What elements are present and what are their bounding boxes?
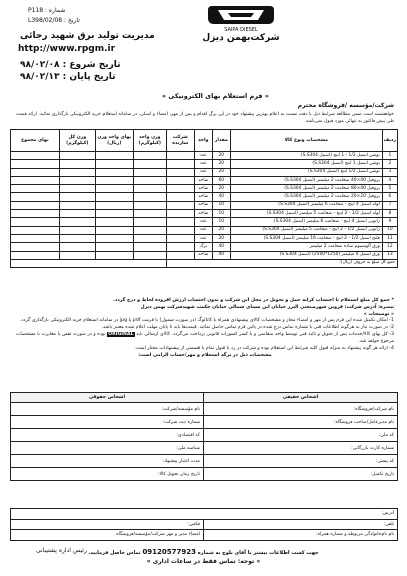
notes-heading: « توضیحات » xyxy=(363,311,394,317)
row-weight-cell[interactable] xyxy=(133,218,166,226)
row-number: 9 xyxy=(382,218,397,226)
row-number: 7 xyxy=(382,201,397,209)
row-total-weight-cell[interactable] xyxy=(59,176,95,184)
party-field[interactable]: کد اقتصادی: xyxy=(11,429,204,442)
row-weight-cell[interactable] xyxy=(133,168,166,176)
row-qty: 10 xyxy=(212,210,230,218)
table-row xyxy=(11,218,398,226)
row-maker-cell[interactable] xyxy=(166,226,194,234)
row-maker-cell[interactable] xyxy=(166,176,194,184)
row-total-cell[interactable] xyxy=(11,176,60,184)
party-row xyxy=(11,403,398,416)
table-row xyxy=(11,251,398,259)
row-number: 13 xyxy=(382,251,397,259)
issuer-company: مدیریت تولید برق شهید رجائی xyxy=(20,31,155,41)
party-field[interactable]: شناسه ملی: xyxy=(11,442,204,455)
contact-row xyxy=(11,509,398,520)
row-unit: شاخه xyxy=(194,193,212,201)
row-unit: شاخه xyxy=(194,251,212,259)
row-number: 2 xyxy=(382,160,397,168)
row-total-cell[interactable] xyxy=(11,251,60,259)
row-qty: 40 xyxy=(212,193,230,201)
row-qty: 60 xyxy=(212,176,230,184)
row-number: 3 xyxy=(382,168,397,176)
intro-paragraph: خواهشمند است ضمن مطالعه شرایط ذیل با دقت نسبت به اعلام بهترین پیشنهاد خود در این برگ اقدام و پس از مهر، امضاء و اسکن، در سامانه استعلام خرید الکترونیکی بارگذاری نمائید. ارائه قیمت طی پیش فاکتور به تنهائی مورد قبول نمی‌باشد. xyxy=(16,112,394,124)
note-3 xyxy=(16,332,394,346)
row-spec: لوله استیل 4 اینچ - ضخامت 6 میلیمتر (استیل S.S304) xyxy=(230,201,382,209)
note-total-price: * جمع کل مبلغ استعلام با احتساب کرایه حمل و تحویل در محل این شرکت و بدون احتساب ارزش افزوده لحاظ و درج گردد. xyxy=(113,298,394,303)
row-unit-price-cell[interactable] xyxy=(95,176,133,184)
row-unit-price-cell[interactable] xyxy=(95,168,133,176)
row-total-cell[interactable] xyxy=(11,210,60,218)
row-spec: بوشن استیل 1 اینچ (استیل S.S304) xyxy=(230,160,382,168)
row-unit: عدد xyxy=(194,226,212,234)
row-unit-price-cell[interactable] xyxy=(95,160,133,168)
row-unit: شاخه xyxy=(194,210,212,218)
row-unit: شاخه xyxy=(194,176,212,184)
note-3-b: بوده و در صورت نقص یا مغایرت با مشخصات مرجوع خواهد شد. xyxy=(16,331,394,344)
table-row xyxy=(11,210,398,218)
row-maker-cell[interactable] xyxy=(166,243,194,251)
row-unit: عدد xyxy=(194,168,212,176)
col-spec: مشخصات ونوع کالا xyxy=(230,130,382,152)
footer-signature: رئیس اداره پشتیبانی xyxy=(36,547,87,554)
row-spec: بوشن استیل 1/2 - 1 اینچ (استیل S.S304) xyxy=(230,152,382,160)
bahman-logo-icon xyxy=(206,4,276,26)
table-row xyxy=(11,201,398,209)
conditions-title: مشخصات ذیل در برگه استعلام و مهر/حساب الزامی است: xyxy=(138,353,272,359)
footer-phone[interactable]: 09120577923 xyxy=(142,548,197,556)
row-number: 1 xyxy=(382,152,397,160)
row-total-weight-cell[interactable] xyxy=(59,160,95,168)
row-total-cell[interactable] xyxy=(11,243,60,251)
table-row xyxy=(11,176,398,184)
row-total-cell[interactable] xyxy=(11,185,60,193)
row-total-cell[interactable] xyxy=(11,234,60,242)
row-maker-cell[interactable] xyxy=(166,160,194,168)
row-weight-cell[interactable] xyxy=(133,234,166,242)
row-maker-cell[interactable] xyxy=(166,193,194,201)
row-spec: زانویی استیل 4 اینچ - ضخامت 6 میلیمتر (استیل S.S304) xyxy=(230,218,382,226)
legal-person-header: اشخاص حقوقی xyxy=(11,393,204,403)
party-info-table xyxy=(10,392,398,481)
row-maker-cell[interactable] xyxy=(166,251,194,259)
footer-office-hours: « توجه: تماس فقط در ساعات اداری » xyxy=(146,558,261,565)
row-unit-price-cell[interactable] xyxy=(95,234,133,242)
row-qty: 10 xyxy=(212,201,230,209)
row-qty: 40 xyxy=(212,243,230,251)
row-number: 6 xyxy=(382,193,397,201)
row-total-cell[interactable] xyxy=(11,168,60,176)
row-unit-price-cell[interactable] xyxy=(95,210,133,218)
col-total-weight: وزن کل (کیلوگرم) xyxy=(59,130,95,152)
footer-contact-text-a: جهت کسب اطلاعات بیشتر با آقای بلوچ به شماره xyxy=(197,550,319,556)
row-maker-cell[interactable] xyxy=(166,168,194,176)
contact-table xyxy=(10,508,398,541)
table-row xyxy=(11,160,398,168)
col-row: ردیف xyxy=(382,130,397,152)
logo-subtitle: SAIPA DIESEL xyxy=(224,27,258,33)
table-row xyxy=(11,243,398,251)
seller-stamp-field[interactable]: امضاء مدیر و مهر شرکت/مؤسسه/فروشگاه xyxy=(11,530,204,541)
row-spec: پروفیل 40×80 ضخامت 2 میلیمتر (استیل S.S304) xyxy=(230,185,382,193)
row-weight-cell[interactable] xyxy=(133,243,166,251)
row-weight-cell[interactable] xyxy=(133,251,166,259)
address-field[interactable]: آدرس: xyxy=(11,509,398,520)
col-maker: شرکت سازنده xyxy=(166,130,194,152)
row-maker-cell[interactable] xyxy=(166,201,194,209)
row-spec: ورق استیل 4 میلیمتر (1250*2500) (استیل S.S304) xyxy=(230,251,382,259)
row-weight-cell[interactable] xyxy=(133,226,166,234)
table-row xyxy=(11,234,398,242)
start-date: تاریخ شروع : ۹۸/۰۲/۰۸ xyxy=(20,60,121,70)
row-total-weight-cell[interactable] xyxy=(59,210,95,218)
row-unit: عدد xyxy=(194,218,212,226)
table-row xyxy=(11,185,398,193)
row-total-cell[interactable] xyxy=(11,218,60,226)
party-field[interactable]: نام مدیرعامل/صاحب فروشگاه: xyxy=(204,416,398,429)
row-maker-cell[interactable] xyxy=(166,185,194,193)
row-qty: 20 xyxy=(212,185,230,193)
party-field[interactable]: مدت اعتبار پیشنهاد: xyxy=(11,455,204,468)
real-person-header: اشخاص حقیقی xyxy=(204,393,398,403)
table-row xyxy=(11,168,398,176)
row-qty: 20 xyxy=(212,168,230,176)
row-spec: بوشن استیل 1/2 اینچ (استیل S.S304) xyxy=(230,168,382,176)
row-unit-price-cell[interactable] xyxy=(95,201,133,209)
items-header-row xyxy=(11,130,398,152)
party-field[interactable]: شماره کارت بازرگانی: xyxy=(204,442,398,455)
row-unit: شاخه xyxy=(194,201,212,209)
row-unit: شاخه xyxy=(194,185,212,193)
party-row xyxy=(11,416,398,429)
row-unit-price-cell[interactable] xyxy=(95,251,133,259)
contact-row xyxy=(11,519,398,530)
phone-field[interactable]: تلفن: xyxy=(204,519,398,530)
row-unit: عدد xyxy=(194,152,212,160)
original-tag: ORIGINAL xyxy=(108,331,134,337)
row-unit-price-cell[interactable] xyxy=(95,185,133,193)
note-3-a: 3- کل بهای کالا/خدمات پس از تحویل و تائید فنی توسط واحد متقاضی و با کسر کسورات قانونی پرداخت می‌گردد. کالای ارسالی باید xyxy=(136,331,394,337)
table-row xyxy=(11,193,398,201)
row-number: 8 xyxy=(382,210,397,218)
row-spec: لوله استیل 1/2 - 2 اینچ - ضخامت 5 میلیمتر (استیل S.S304) xyxy=(230,210,382,218)
col-unit-price: بهای واحد وزن (ریال) xyxy=(95,130,133,152)
document-date: تاریخ : L398/02/08 xyxy=(28,17,80,24)
row-unit-price-cell[interactable] xyxy=(95,226,133,234)
company-logo xyxy=(195,4,287,43)
party-row xyxy=(11,468,398,481)
row-total-weight-cell[interactable] xyxy=(59,152,95,160)
note-address: تبصره: آدرس شرکت: قزوین شهرصنعتی البرز خیابان ابن سینای شمالی خیابان حکمت شهیدشرکت بهمن دیزل xyxy=(140,304,394,310)
row-total-weight-cell[interactable] xyxy=(59,234,95,242)
row-unit: برگ xyxy=(194,243,212,251)
party-field[interactable]: شماره ثبت شرکت: xyxy=(11,416,204,429)
row-maker-cell[interactable] xyxy=(166,152,194,160)
row-weight-cell[interactable] xyxy=(133,201,166,209)
row-weight-cell[interactable] xyxy=(133,193,166,201)
sum-label: جمع کل مبلغ به حروف (ریال): xyxy=(166,259,397,267)
col-total: بهای مجموع xyxy=(11,130,60,152)
sum-value-cell[interactable] xyxy=(11,259,167,267)
row-maker-cell[interactable] xyxy=(166,210,194,218)
row-number: 4 xyxy=(382,176,397,184)
row-spec: زانویی استیل 1/2 - 2 اینچ - ضخامت 5 میلیمتر (استیل S.S304) xyxy=(230,226,382,234)
row-qty: 20 xyxy=(212,160,230,168)
row-spec: پروفیل 40×40 ضخامت 2 میلیمتر (استیل S.S304) xyxy=(230,176,382,184)
row-unit: عدد xyxy=(194,234,212,242)
row-number: 12 xyxy=(382,243,397,251)
end-date: تاریخ پایان : ۹۸/۰۲/۱۳ xyxy=(20,72,116,82)
row-total-weight-cell[interactable] xyxy=(59,243,95,251)
row-spec: فلنج استیل 1/2 - 2 اینچ - ضخامت 16 میلیمتر (استیل S.S304) xyxy=(230,234,382,242)
party-field[interactable]: کد پستی: xyxy=(204,455,398,468)
row-total-weight-cell[interactable] xyxy=(59,251,95,259)
party-field[interactable]: تاریخ زمان تحویل کالا: xyxy=(11,468,204,481)
row-total-cell[interactable] xyxy=(11,152,60,160)
row-spec: پروفیل 20×20 ضخامت 2 میلیمتر (استیل S.S304) xyxy=(230,193,382,201)
row-total-weight-cell[interactable] xyxy=(59,185,95,193)
party-row xyxy=(11,455,398,468)
row-total-cell[interactable] xyxy=(11,226,60,234)
row-unit-price-cell[interactable] xyxy=(95,152,133,160)
col-weight: وزن واحد (کیلوگرم) xyxy=(133,130,166,152)
sum-row xyxy=(11,259,398,267)
contact-row xyxy=(11,530,398,541)
note-1: 1- امکان تکمیل شده این فرم پس از مهر و امضاء مجاز و مشخصات کالای پیشنهادی همراه با کاتالوگ (در صورت شمول) با فرمت pdf یا jpg در سامانه استعلام خرید الکترونیکی بارگذاری گردد. xyxy=(19,318,394,324)
row-number: 10 xyxy=(382,226,397,234)
fax-field[interactable]: فکس: xyxy=(11,519,204,530)
row-number: 11 xyxy=(382,234,397,242)
party-row xyxy=(11,442,398,455)
items-table xyxy=(10,129,398,268)
row-maker-cell[interactable] xyxy=(166,234,194,242)
greeting: شرکت/مؤسسه /فروشگاه محترم xyxy=(297,102,394,109)
note-2: 2- در صورت نیاز به هرگونه اطلاعات فنی با شماره تماس درج شده در پائین فرم تماس حاصل نمائید. قیمت‌ها باید تا پایان مهلت اعلام شده معتبر باشد. xyxy=(101,325,394,331)
row-total-weight-cell[interactable] xyxy=(59,218,95,226)
document-number: شماره : P118 xyxy=(28,7,66,14)
row-unit-price-cell[interactable] xyxy=(95,243,133,251)
row-total-weight-cell[interactable] xyxy=(59,193,95,201)
row-total-cell[interactable] xyxy=(11,160,60,168)
row-number: 5 xyxy=(382,185,397,193)
issuer-website[interactable]: http://www.rpgm.ir xyxy=(18,44,116,54)
col-unit: واحد xyxy=(194,130,212,152)
row-qty: 40 xyxy=(212,251,230,259)
seller-name-field[interactable]: نام نام‌خانوادگی مربوطه و شماره همراه: xyxy=(204,530,398,541)
row-spec: ورق آلومینیوم ساده ضخامت 2 میلیمتر xyxy=(230,243,382,251)
row-weight-cell[interactable] xyxy=(133,210,166,218)
row-maker-cell[interactable] xyxy=(166,218,194,226)
row-total-cell[interactable] xyxy=(11,201,60,209)
table-row xyxy=(11,152,398,160)
party-header-row xyxy=(11,393,398,403)
logo-brand-name: شرکت‌بهمن دیزل xyxy=(202,33,280,43)
party-row xyxy=(11,429,398,442)
row-qty: 20 xyxy=(212,234,230,242)
row-total-weight-cell[interactable] xyxy=(59,201,95,209)
table-row xyxy=(11,226,398,234)
footer-contact-text-b: تماس حاصل فرمایید. xyxy=(88,550,141,556)
party-field[interactable]: تاریخ تکمیل: xyxy=(204,468,398,481)
note-4: 4- ارائه هر گونه پیشنهاد به منزله قبول کلیه شرایط این استعلام بوده و شرکت در رد یا قبول تمام یا قسمتی از پیشنهادات مختار است. xyxy=(134,345,394,351)
notes-section xyxy=(16,298,394,360)
party-field[interactable]: کد ملی: xyxy=(204,429,398,442)
row-weight-cell[interactable] xyxy=(133,160,166,168)
row-unit: عدد xyxy=(194,160,212,168)
party-field[interactable]: نام مؤسسه/شرکت: xyxy=(11,403,204,416)
row-total-weight-cell[interactable] xyxy=(59,226,95,234)
row-unit-price-cell[interactable] xyxy=(95,193,133,201)
row-weight-cell[interactable] xyxy=(133,176,166,184)
row-total-cell[interactable] xyxy=(11,193,60,201)
row-unit-price-cell[interactable] xyxy=(95,218,133,226)
col-qty: مقدار xyxy=(212,130,230,152)
row-qty: 10 xyxy=(212,218,230,226)
row-weight-cell[interactable] xyxy=(133,185,166,193)
row-total-weight-cell[interactable] xyxy=(59,168,95,176)
row-weight-cell[interactable] xyxy=(133,152,166,160)
row-qty: 20 xyxy=(212,226,230,234)
party-field[interactable]: نام شرکت/فروشگاه: xyxy=(204,403,398,416)
row-qty: 20 xyxy=(212,152,230,160)
document-number-box xyxy=(28,6,80,26)
form-title: « فرم استعلام بهای الکترونیکی » xyxy=(161,92,269,100)
